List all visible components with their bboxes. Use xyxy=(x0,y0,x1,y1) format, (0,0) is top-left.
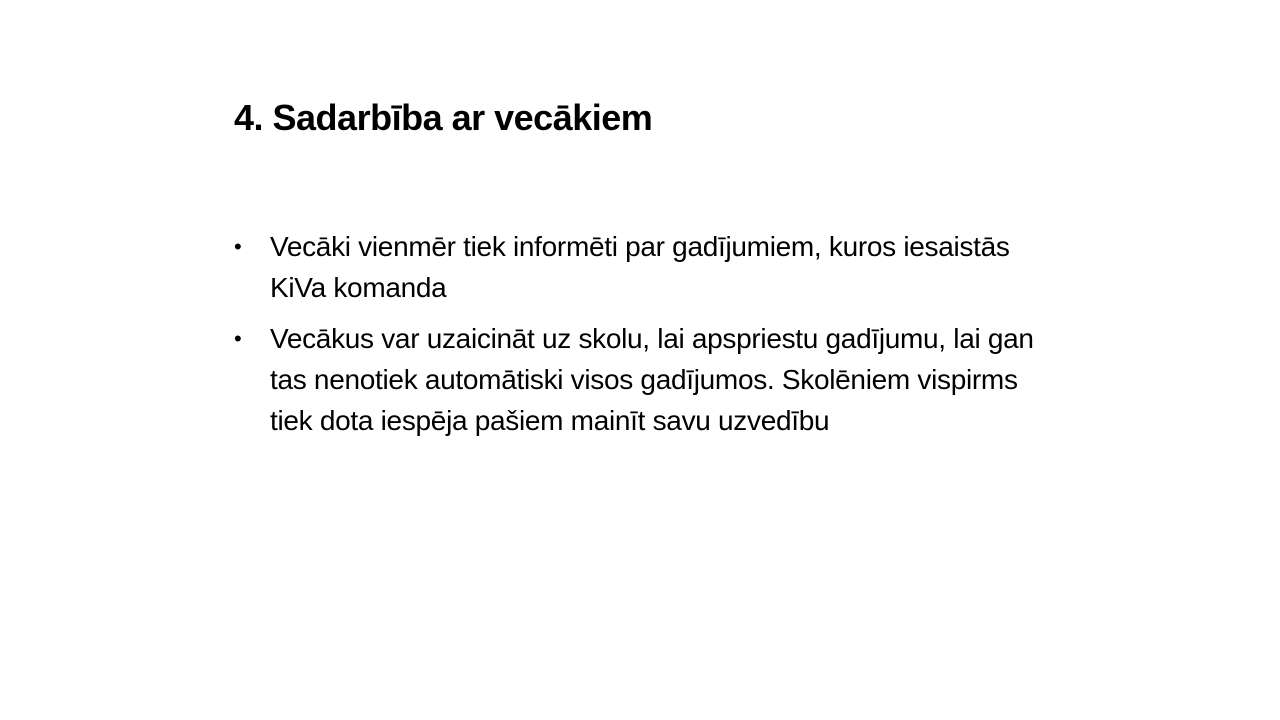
bullet-text: Vecākus var uzaicināt uz skolu, lai apspriestu gadījumu, lai gan tas nenotiek automātiski visos gadījumos. Skolēniem vispirms tiek dota iespēja pašiem mainīt savu uzvedību xyxy=(270,323,1034,436)
bullet-text: Vecāki vienmēr tiek informēti par gadījumiem, kuros iesaistās KiVa komanda xyxy=(270,231,1010,303)
bullet-dot-icon: • xyxy=(234,326,242,351)
bullet-item xyxy=(234,226,1054,308)
bullet-item xyxy=(234,318,1054,441)
bullet-list xyxy=(234,226,1054,451)
bullet-dot-icon: • xyxy=(234,234,242,259)
slide-title: 4. Sadarbība ar vecākiem xyxy=(234,97,653,138)
